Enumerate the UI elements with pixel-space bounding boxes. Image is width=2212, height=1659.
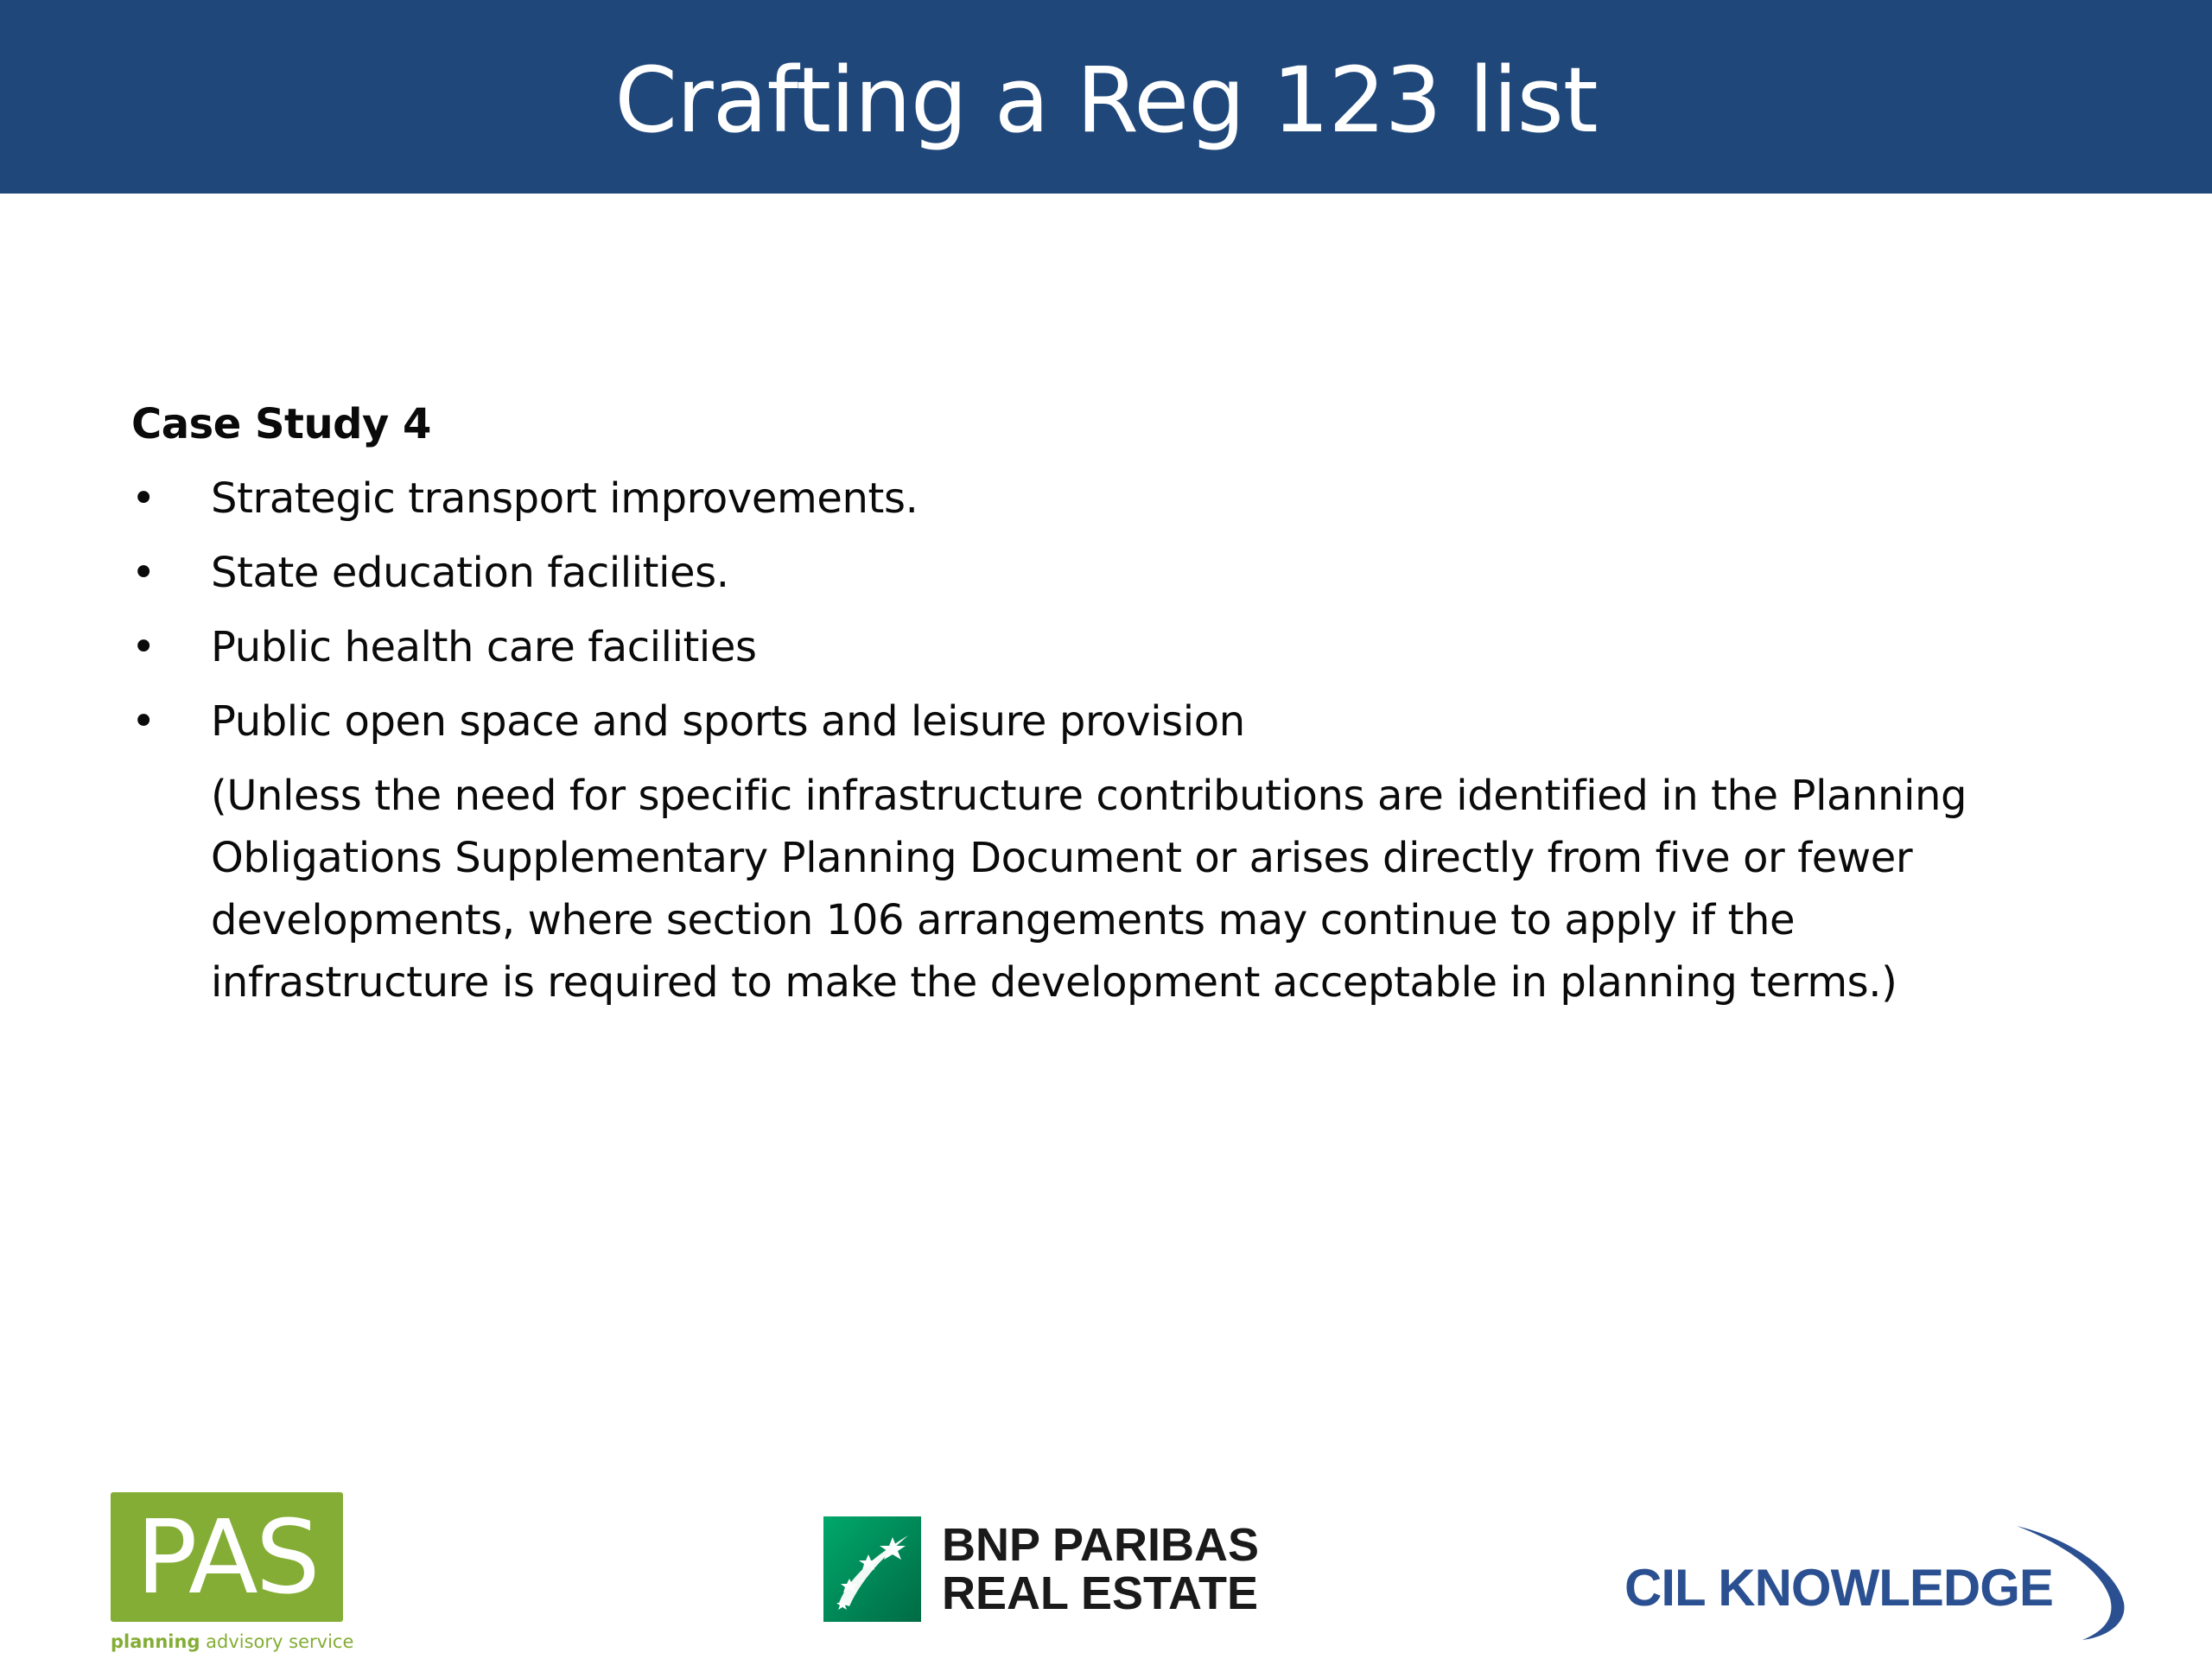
bullet-item — [131, 542, 2084, 604]
bnp-paribas-logo-text — [942, 1521, 1259, 1618]
bullet-marker: • — [131, 549, 156, 597]
slide-content — [131, 393, 2084, 1014]
bullet-list — [131, 467, 2084, 753]
bullet-marker: • — [131, 623, 156, 671]
bullet-text: Public open space and sports and leisure provision — [211, 697, 1245, 746]
cil-knowledge-logo-text: CIL KNOWLEDGE — [1624, 1559, 2053, 1617]
bullet-item — [131, 690, 2084, 753]
bnp-line-2: REAL ESTATE — [942, 1567, 1259, 1619]
bullet-item — [131, 467, 2084, 530]
bnp-paribas-stars-icon — [823, 1516, 921, 1622]
pas-logo-tagline — [111, 1633, 370, 1651]
slide-title: Crafting a Reg 123 list — [614, 48, 1598, 153]
bullet-text: Public health care facilities — [211, 623, 757, 671]
pas-tagline-bold: planning — [111, 1631, 200, 1652]
cil-swoosh-icon — [2005, 1521, 2134, 1642]
bullet-item — [131, 616, 2084, 678]
pas-logo — [111, 1492, 343, 1622]
exception-note: (Unless the need for specific infrastructure contributions are identified in the Planning Obligations Supplementary Planning Document or arises directly from five or fewer developments, where section 106 arrangements may continue to apply if the infrastructure is required to make the development acceptable in planning terms.) — [211, 772, 1967, 1007]
case-study-heading: Case Study 4 — [131, 400, 431, 448]
bullet-text: State education facilities. — [211, 549, 729, 597]
pas-tagline-rest: advisory service — [200, 1631, 354, 1652]
bullet-marker: • — [131, 697, 156, 746]
bullet-text: Strategic transport improvements. — [211, 474, 918, 523]
pas-logo-mark: PAS — [136, 1497, 318, 1617]
bullet-marker: • — [131, 474, 156, 523]
bnp-line-1: BNP PARIBAS — [942, 1519, 1260, 1571]
title-bar — [0, 0, 2212, 194]
